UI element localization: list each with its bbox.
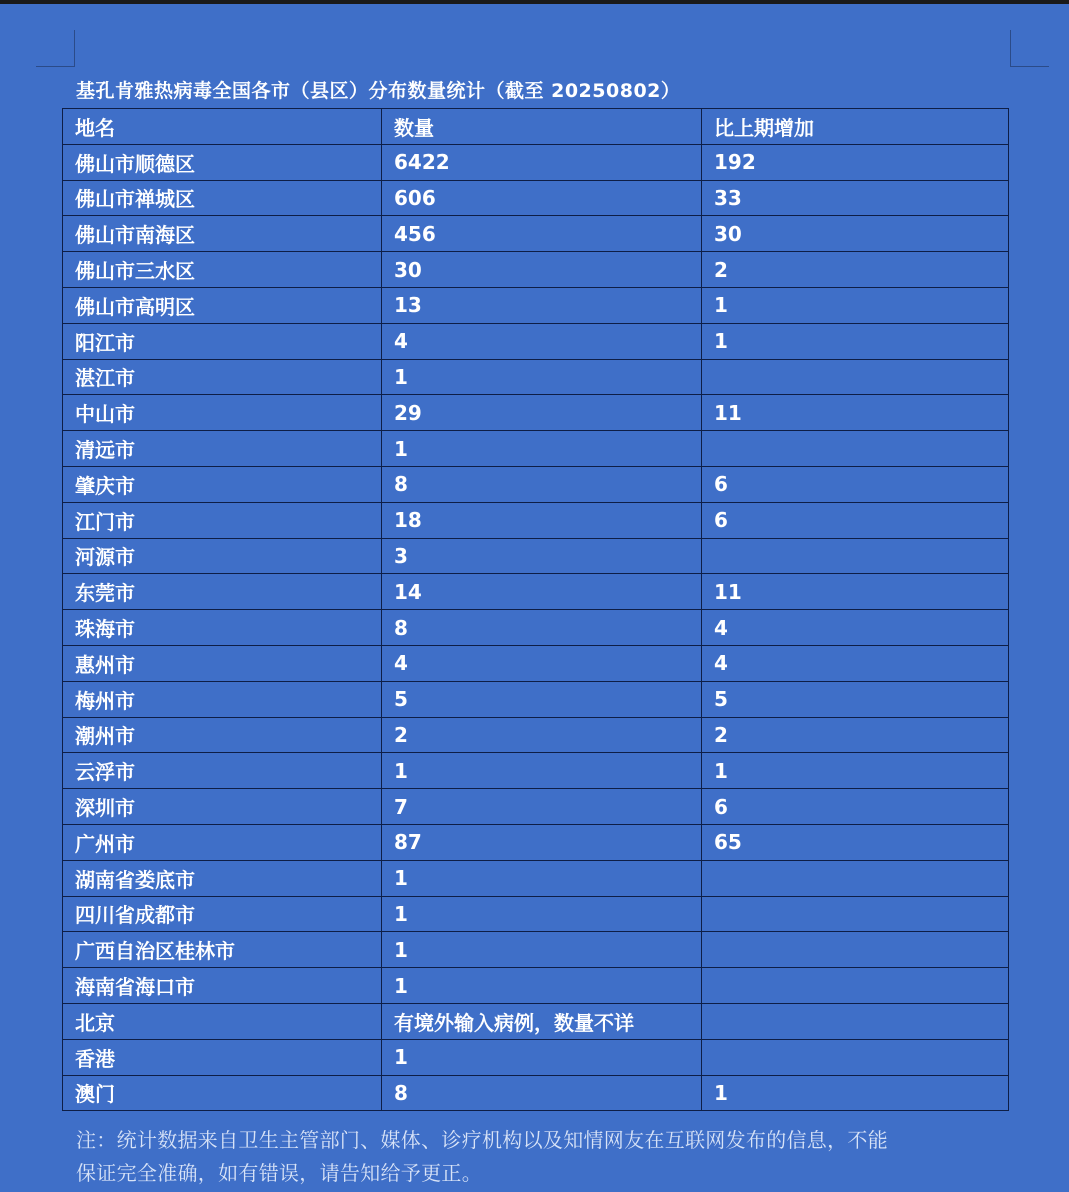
column-header-place-name: 地名 <box>63 109 382 145</box>
count-cell: 1 <box>382 1039 702 1075</box>
column-header-count: 数量 <box>382 109 702 145</box>
top-edge-strip <box>0 0 1069 4</box>
increase-cell: 11 <box>702 395 1009 431</box>
place-name-cell: 佛山市三水区 <box>63 252 382 288</box>
increase-cell <box>702 896 1009 932</box>
table-row <box>63 502 1009 538</box>
table-row <box>63 896 1009 932</box>
count-cell: 1 <box>382 860 702 896</box>
place-name-cell: 肇庆市 <box>63 466 382 502</box>
table-row <box>63 1039 1009 1075</box>
table-row <box>63 466 1009 502</box>
place-name-cell: 佛山市禅城区 <box>63 180 382 216</box>
place-name-cell: 海南省海口市 <box>63 968 382 1004</box>
count-cell: 29 <box>382 395 702 431</box>
increase-cell: 1 <box>702 753 1009 789</box>
table-body <box>63 109 1009 1111</box>
page-corner-mark-left <box>36 30 75 67</box>
count-cell: 18 <box>382 502 702 538</box>
table-row <box>63 932 1009 968</box>
place-name-cell: 澳门 <box>63 1075 382 1111</box>
table-title: 基孔肯雅热病毒全国各市（县区）分布数量统计（截至 20250802） <box>76 80 681 102</box>
table-row <box>63 789 1009 825</box>
increase-cell: 65 <box>702 824 1009 860</box>
increase-cell <box>702 538 1009 574</box>
place-name-cell: 潮州市 <box>63 717 382 753</box>
increase-cell <box>702 860 1009 896</box>
increase-cell: 2 <box>702 717 1009 753</box>
count-cell: 8 <box>382 466 702 502</box>
increase-cell: 33 <box>702 180 1009 216</box>
place-name-cell: 佛山市高明区 <box>63 287 382 323</box>
increase-cell <box>702 431 1009 467</box>
table-row <box>63 717 1009 753</box>
table-row <box>63 610 1009 646</box>
count-cell: 1 <box>382 968 702 1004</box>
table-row <box>63 144 1009 180</box>
place-name-cell: 香港 <box>63 1039 382 1075</box>
count-cell: 3 <box>382 538 702 574</box>
count-cell: 456 <box>382 216 702 252</box>
place-name-cell: 广西自治区桂林市 <box>63 932 382 968</box>
table-row <box>63 824 1009 860</box>
count-cell: 5 <box>382 681 702 717</box>
place-name-cell: 广州市 <box>63 824 382 860</box>
count-cell: 1 <box>382 753 702 789</box>
place-name-cell: 中山市 <box>63 395 382 431</box>
count-cell: 7 <box>382 789 702 825</box>
count-cell: 8 <box>382 610 702 646</box>
count-cell: 有境外输入病例，数量不详 <box>382 1003 702 1039</box>
count-cell: 6422 <box>382 144 702 180</box>
table-row <box>63 431 1009 467</box>
place-name-cell: 湖南省娄底市 <box>63 860 382 896</box>
count-cell: 8 <box>382 1075 702 1111</box>
increase-cell: 6 <box>702 466 1009 502</box>
footnote <box>76 1124 1026 1190</box>
count-cell: 14 <box>382 574 702 610</box>
table-row <box>63 1003 1009 1039</box>
table-row <box>63 860 1009 896</box>
table-row <box>63 1075 1009 1111</box>
increase-cell: 11 <box>702 574 1009 610</box>
place-name-cell: 河源市 <box>63 538 382 574</box>
increase-cell: 1 <box>702 287 1009 323</box>
place-name-cell: 珠海市 <box>63 610 382 646</box>
place-name-cell: 四川省成都市 <box>63 896 382 932</box>
increase-cell: 1 <box>702 323 1009 359</box>
increase-cell: 4 <box>702 610 1009 646</box>
table-row <box>63 645 1009 681</box>
increase-cell: 30 <box>702 216 1009 252</box>
place-name-cell: 惠州市 <box>63 645 382 681</box>
increase-cell <box>702 1039 1009 1075</box>
increase-cell: 4 <box>702 645 1009 681</box>
table-row <box>63 252 1009 288</box>
count-cell: 13 <box>382 287 702 323</box>
increase-cell: 6 <box>702 502 1009 538</box>
increase-cell: 1 <box>702 1075 1009 1111</box>
table-row <box>63 180 1009 216</box>
table-row <box>63 359 1009 395</box>
increase-cell <box>702 359 1009 395</box>
count-cell: 4 <box>382 645 702 681</box>
table-row <box>63 681 1009 717</box>
place-name-cell: 云浮市 <box>63 753 382 789</box>
place-name-cell: 湛江市 <box>63 359 382 395</box>
count-cell: 606 <box>382 180 702 216</box>
count-cell: 30 <box>382 252 702 288</box>
increase-cell: 192 <box>702 144 1009 180</box>
count-cell: 87 <box>382 824 702 860</box>
increase-cell: 5 <box>702 681 1009 717</box>
page-corner-mark-right <box>1010 30 1049 67</box>
increase-cell <box>702 968 1009 1004</box>
place-name-cell: 佛山市南海区 <box>63 216 382 252</box>
place-name-cell: 阳江市 <box>63 323 382 359</box>
place-name-cell: 江门市 <box>63 502 382 538</box>
increase-cell: 2 <box>702 252 1009 288</box>
table-row <box>63 968 1009 1004</box>
footnote-line-1: 注：统计数据来自卫生主管部门、媒体、诊疗机构以及知情网友在互联网发布的信息，不能 <box>76 1128 888 1152</box>
count-cell: 1 <box>382 896 702 932</box>
table-row <box>63 287 1009 323</box>
place-name-cell: 东莞市 <box>63 574 382 610</box>
place-name-cell: 清远市 <box>63 431 382 467</box>
table-row <box>63 574 1009 610</box>
column-header-increase: 比上期增加 <box>702 109 1009 145</box>
place-name-cell: 北京 <box>63 1003 382 1039</box>
place-name-cell: 佛山市顺德区 <box>63 144 382 180</box>
count-cell: 1 <box>382 431 702 467</box>
table-row <box>63 216 1009 252</box>
table-row <box>63 753 1009 789</box>
footnote-line-2: 保证完全准确，如有错误，请告知给予更正。 <box>76 1161 482 1185</box>
place-name-cell: 深圳市 <box>63 789 382 825</box>
table-row <box>63 323 1009 359</box>
table-row <box>63 395 1009 431</box>
statistics-table <box>62 108 1009 1111</box>
increase-cell: 6 <box>702 789 1009 825</box>
count-cell: 2 <box>382 717 702 753</box>
count-cell: 1 <box>382 359 702 395</box>
table-row <box>63 538 1009 574</box>
increase-cell <box>702 932 1009 968</box>
count-cell: 1 <box>382 932 702 968</box>
count-cell: 4 <box>382 323 702 359</box>
place-name-cell: 梅州市 <box>63 681 382 717</box>
table-header-row <box>63 109 1009 145</box>
increase-cell <box>702 1003 1009 1039</box>
